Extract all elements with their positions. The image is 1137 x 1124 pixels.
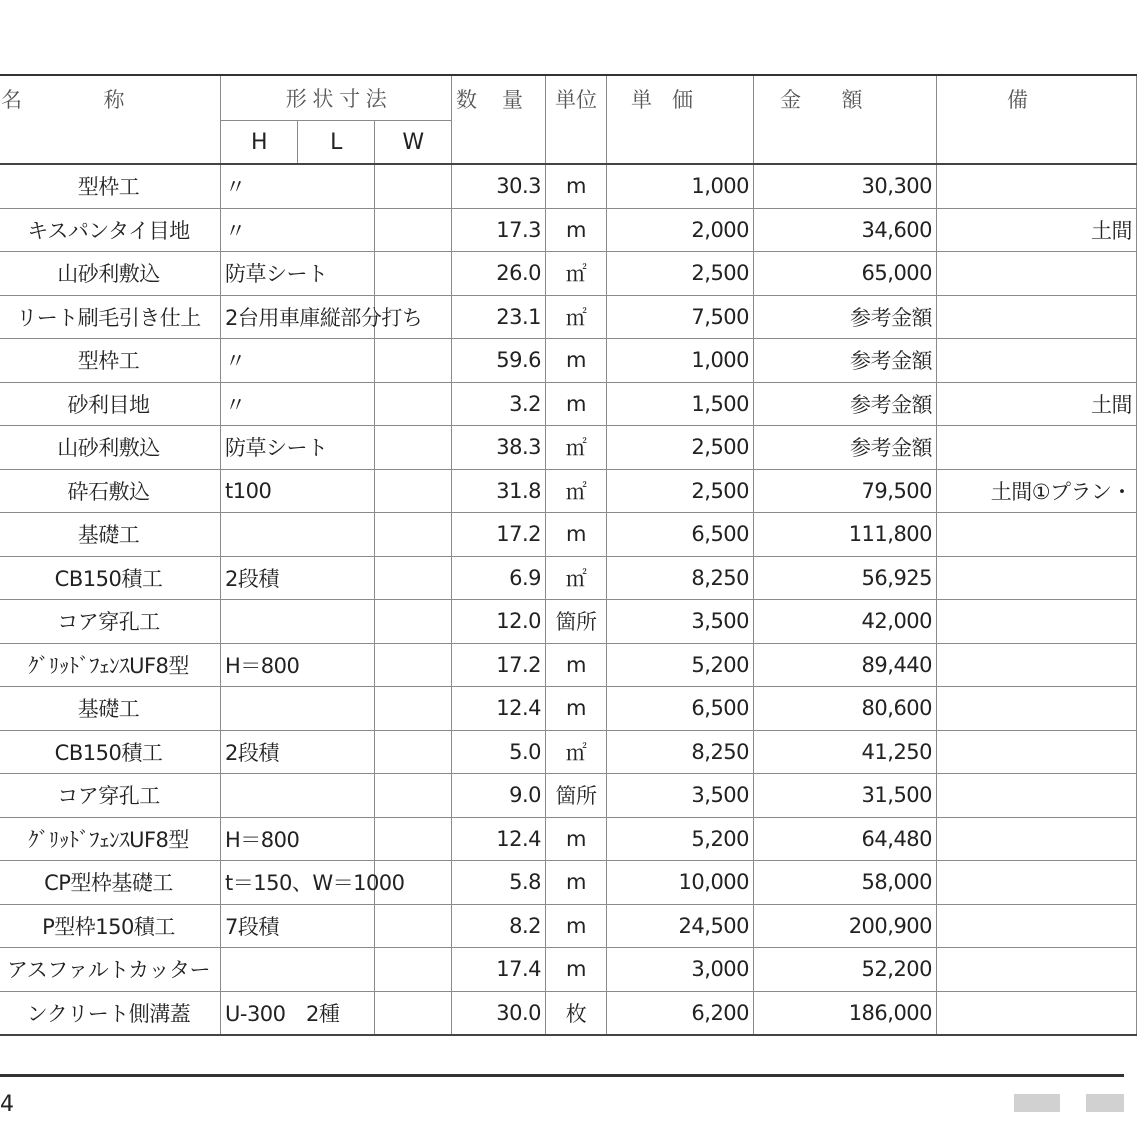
cell-spec-w (375, 948, 452, 992)
cell-amount: 参考金額 (754, 339, 937, 383)
table-row (0, 861, 1137, 905)
cell-spec-l (298, 904, 375, 948)
cell-qty: 17.2 (452, 643, 546, 687)
cell-price: 2,500 (607, 426, 754, 470)
cell-note (937, 774, 1137, 818)
table-row (0, 513, 1137, 557)
cell-qty: 5.0 (452, 730, 546, 774)
cell-note (937, 164, 1137, 208)
cell-price: 3,000 (607, 948, 754, 992)
cell-amount: 34,600 (754, 208, 937, 252)
table-row (0, 252, 1137, 296)
cell-spec: 防草シート (221, 252, 298, 296)
header-spec: 形 状 寸 法 (221, 75, 452, 121)
cell-unit: m (546, 904, 607, 948)
cell-name: キスパンタイ目地 (0, 208, 221, 252)
cell-spec-w (375, 556, 452, 600)
table-row (0, 600, 1137, 644)
cell-spec-l (298, 208, 375, 252)
cell-note (937, 643, 1137, 687)
header-price: 単 価 (607, 75, 754, 164)
cell-unit: m (546, 339, 607, 383)
cell-unit: m (546, 164, 607, 208)
cell-spec-w (375, 382, 452, 426)
table-row (0, 948, 1137, 992)
table-row (0, 469, 1137, 513)
cell-spec: H＝800 (221, 643, 298, 687)
cell-note (937, 513, 1137, 557)
cell-unit: m (546, 817, 607, 861)
cell-qty: 8.2 (452, 904, 546, 948)
table-row (0, 382, 1137, 426)
cell-qty: 26.0 (452, 252, 546, 296)
cell-qty: 9.0 (452, 774, 546, 818)
cell-spec (221, 948, 298, 992)
cell-price: 7,500 (607, 295, 754, 339)
cell-spec-w (375, 600, 452, 644)
estimate-table (0, 74, 1137, 1036)
cell-qty: 12.4 (452, 817, 546, 861)
header-unit: 単位 (546, 75, 607, 164)
cell-amount: 200,900 (754, 904, 937, 948)
cell-price: 10,000 (607, 861, 754, 905)
table-row (0, 295, 1137, 339)
cell-unit: ㎡ (546, 426, 607, 470)
cell-name: 型枠工 (0, 164, 221, 208)
cell-spec-l (298, 774, 375, 818)
cell-spec-l (298, 339, 375, 383)
cell-amount: 65,000 (754, 252, 937, 296)
cell-note (937, 295, 1137, 339)
cell-price: 2,500 (607, 252, 754, 296)
cell-price: 2,000 (607, 208, 754, 252)
table-row (0, 687, 1137, 731)
cell-name: 型枠工 (0, 339, 221, 383)
page-number: 4 (0, 1092, 14, 1117)
cell-spec-w (375, 339, 452, 383)
cell-note (937, 556, 1137, 600)
cell-amount: 参考金額 (754, 295, 937, 339)
cell-spec: 〃 (221, 382, 298, 426)
cell-unit: 枚 (546, 991, 607, 1035)
cell-name: ｸﾞﾘｯﾄﾞﾌｪﾝｽUF8型 (0, 817, 221, 861)
cell-qty: 3.2 (452, 382, 546, 426)
cell-note (937, 687, 1137, 731)
table-body (0, 164, 1137, 1035)
cell-note: 土間 (937, 208, 1137, 252)
cell-name: 基礎工 (0, 513, 221, 557)
cell-spec: 7段積 (221, 904, 298, 948)
cell-spec-l (298, 382, 375, 426)
cell-qty: 17.4 (452, 948, 546, 992)
header-qty: 数 量 (452, 75, 546, 164)
cell-name: 砕石敷込 (0, 469, 221, 513)
cell-spec (221, 513, 298, 557)
cell-qty: 5.8 (452, 861, 546, 905)
cell-note (937, 426, 1137, 470)
cell-spec: 〃 (221, 339, 298, 383)
cell-name: 山砂利敷込 (0, 252, 221, 296)
cell-spec: 2台用車庫縦部分打ち (221, 295, 298, 339)
cell-unit: m (546, 382, 607, 426)
cell-name: ンクリート側溝蓋 (0, 991, 221, 1035)
table-row (0, 339, 1137, 383)
cell-unit: ㎡ (546, 730, 607, 774)
cell-qty: 59.6 (452, 339, 546, 383)
table-row (0, 556, 1137, 600)
header-spec-h: H (221, 121, 298, 165)
cell-spec (221, 687, 298, 731)
cell-name: CB150積工 (0, 730, 221, 774)
cell-price: 6,500 (607, 513, 754, 557)
cell-note (937, 948, 1137, 992)
table-row (0, 426, 1137, 470)
cell-unit: ㎡ (546, 469, 607, 513)
cell-amount: 41,250 (754, 730, 937, 774)
header-name: 名 称 (0, 75, 221, 164)
cell-amount: 79,500 (754, 469, 937, 513)
cell-spec-w (375, 687, 452, 731)
cell-price: 8,250 (607, 730, 754, 774)
header-spec-w: W (375, 121, 452, 165)
cell-spec-l (298, 730, 375, 774)
cell-name: CP型枠基礎工 (0, 861, 221, 905)
cell-amount: 52,200 (754, 948, 937, 992)
cell-price: 6,500 (607, 687, 754, 731)
cell-unit: ㎡ (546, 295, 607, 339)
cell-unit: ㎡ (546, 252, 607, 296)
cell-unit: m (546, 643, 607, 687)
cell-amount: 参考金額 (754, 426, 937, 470)
blurred-mark (1086, 1094, 1124, 1112)
cell-name: P型枠150積工 (0, 904, 221, 948)
cell-qty: 31.8 (452, 469, 546, 513)
cell-unit: 箇所 (546, 600, 607, 644)
cell-amount: 参考金額 (754, 382, 937, 426)
cell-qty: 12.4 (452, 687, 546, 731)
cell-price: 1,000 (607, 339, 754, 383)
cell-spec: t100 (221, 469, 298, 513)
cell-spec (221, 774, 298, 818)
cell-amount: 31,500 (754, 774, 937, 818)
cell-note (937, 730, 1137, 774)
cell-note: 土間 (937, 382, 1137, 426)
cell-spec: 2段積 (221, 556, 298, 600)
table-row (0, 991, 1137, 1035)
cell-note (937, 339, 1137, 383)
cell-spec-l (298, 817, 375, 861)
cell-spec: U-300 2種 (221, 991, 298, 1035)
cell-amount: 89,440 (754, 643, 937, 687)
cell-spec-w (375, 643, 452, 687)
table-row (0, 904, 1137, 948)
cell-qty: 30.3 (452, 164, 546, 208)
cell-amount: 186,000 (754, 991, 937, 1035)
cell-price: 1,000 (607, 164, 754, 208)
cell-spec-w (375, 252, 452, 296)
cell-qty: 30.0 (452, 991, 546, 1035)
cell-price: 2,500 (607, 469, 754, 513)
cell-note: 土間①プラン・ (937, 469, 1137, 513)
cell-spec: 〃 (221, 208, 298, 252)
cell-qty: 12.0 (452, 600, 546, 644)
cell-price: 6,200 (607, 991, 754, 1035)
cell-spec-l (298, 556, 375, 600)
table-row (0, 730, 1137, 774)
cell-spec: 2段積 (221, 730, 298, 774)
cell-spec-w (375, 426, 452, 470)
cell-amount: 56,925 (754, 556, 937, 600)
cell-amount: 80,600 (754, 687, 937, 731)
cell-spec-w (375, 730, 452, 774)
table-row (0, 643, 1137, 687)
cell-price: 3,500 (607, 600, 754, 644)
header-amount: 金 額 (754, 75, 937, 164)
table-row (0, 164, 1137, 208)
cell-name: 基礎工 (0, 687, 221, 731)
cell-spec-l (298, 513, 375, 557)
cell-price: 5,200 (607, 643, 754, 687)
cell-name: ｸﾞﾘｯﾄﾞﾌｪﾝｽUF8型 (0, 643, 221, 687)
cell-unit: 箇所 (546, 774, 607, 818)
cell-note (937, 252, 1137, 296)
cell-spec-l (298, 948, 375, 992)
cell-name: CB150積工 (0, 556, 221, 600)
cell-spec-w (375, 469, 452, 513)
cell-amount: 58,000 (754, 861, 937, 905)
table-row (0, 208, 1137, 252)
cell-qty: 38.3 (452, 426, 546, 470)
cell-spec-w (375, 774, 452, 818)
cell-unit: m (546, 861, 607, 905)
cell-unit: m (546, 687, 607, 731)
cell-spec (221, 600, 298, 644)
cell-spec-l (298, 687, 375, 731)
cell-note (937, 600, 1137, 644)
table-row (0, 817, 1137, 861)
cell-spec: t＝150、W＝1000 (221, 861, 298, 905)
cell-spec-w (375, 991, 452, 1035)
cell-spec-l (298, 643, 375, 687)
cell-price: 1,500 (607, 382, 754, 426)
cell-name: コア穿孔工 (0, 774, 221, 818)
cell-name: リート刷毛引き仕上 (0, 295, 221, 339)
cell-unit: m (546, 513, 607, 557)
cell-qty: 6.9 (452, 556, 546, 600)
cell-unit: m (546, 208, 607, 252)
cell-spec: 〃 (221, 164, 298, 208)
cell-qty: 23.1 (452, 295, 546, 339)
cell-price: 24,500 (607, 904, 754, 948)
blurred-mark (1014, 1094, 1060, 1112)
cell-amount: 64,480 (754, 817, 937, 861)
cell-qty: 17.3 (452, 208, 546, 252)
cell-amount: 111,800 (754, 513, 937, 557)
cell-spec-w (375, 164, 452, 208)
footer-divider (0, 1074, 1124, 1077)
cell-unit: m (546, 948, 607, 992)
header-spec-l: L (298, 121, 375, 165)
cell-unit: ㎡ (546, 556, 607, 600)
cell-spec-l (298, 469, 375, 513)
cell-amount: 30,300 (754, 164, 937, 208)
cell-price: 3,500 (607, 774, 754, 818)
cell-amount: 42,000 (754, 600, 937, 644)
cell-name: 山砂利敷込 (0, 426, 221, 470)
cell-spec: 防草シート (221, 426, 298, 470)
table-row (0, 774, 1137, 818)
cell-name: アスファルトカッター (0, 948, 221, 992)
cell-spec-l (298, 164, 375, 208)
cell-spec-w (375, 904, 452, 948)
cell-spec-w (375, 513, 452, 557)
cell-spec-l (298, 600, 375, 644)
cell-note (937, 904, 1137, 948)
cell-qty: 17.2 (452, 513, 546, 557)
cell-note (937, 861, 1137, 905)
cell-note (937, 991, 1137, 1035)
header-note: 備 (937, 75, 1137, 164)
cell-note (937, 817, 1137, 861)
cell-spec-w (375, 817, 452, 861)
cell-price: 8,250 (607, 556, 754, 600)
cell-price: 5,200 (607, 817, 754, 861)
cell-name: 砂利目地 (0, 382, 221, 426)
cell-spec-w (375, 208, 452, 252)
cell-name: コア穿孔工 (0, 600, 221, 644)
cell-spec: H＝800 (221, 817, 298, 861)
